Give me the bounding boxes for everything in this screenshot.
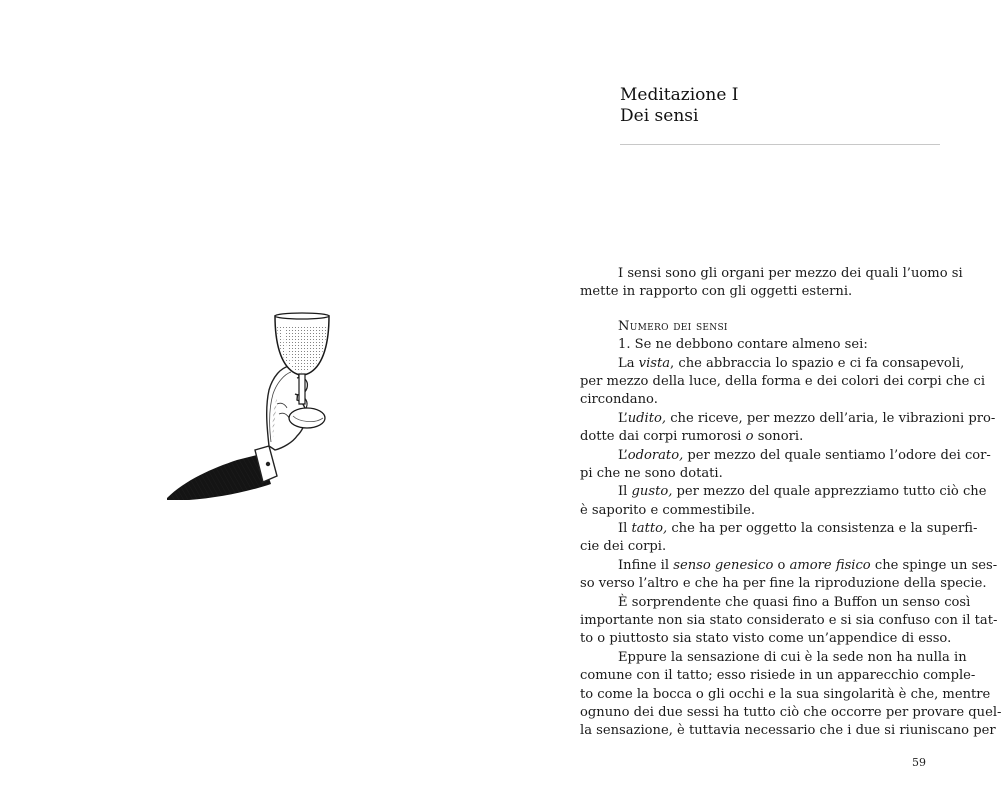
text-run: to come la bocca o gli occhi e la sua singolarità è che, mentre xyxy=(580,686,991,702)
text-run: è saporito e commestibile. xyxy=(580,502,756,518)
text-run: , che abbraccia lo spazio e ci fa consapevoli, xyxy=(670,355,965,371)
text-run: o xyxy=(773,557,790,573)
text-line xyxy=(580,594,971,612)
text-run: pi che ne sono dotati. xyxy=(580,465,723,481)
intro-line: mette in rapporto con gli oggetti esterni. xyxy=(580,284,853,300)
chapter-title-line-2: Dei sensi xyxy=(620,106,699,126)
text-line xyxy=(580,428,938,446)
text-run: per mezzo del quale sentiamo l’odore dei cor- xyxy=(683,447,991,463)
text-run: dotte dai corpi rumorosi xyxy=(580,429,746,445)
text-run: che riceve, per mezzo dell’aria, le vibrazioni pro- xyxy=(666,410,996,426)
italic-term: tatto, xyxy=(631,521,668,537)
section-heading: Numero dei sensi xyxy=(618,318,728,334)
text-run: L’ xyxy=(618,447,628,463)
text-line xyxy=(580,557,998,575)
text-run: Eppure la sensazione di cui è la sede non ha nulla in xyxy=(618,649,967,665)
italic-term: gusto, xyxy=(631,484,673,500)
text-run: È sorprendente che quasi fino a Buffon un senso così xyxy=(618,594,971,610)
text-run: che ha per oggetto la consistenza e la superfi- xyxy=(667,521,978,537)
text-run: La xyxy=(618,355,639,371)
text-run: L’ xyxy=(618,410,628,426)
title-divider xyxy=(620,144,940,145)
text-line xyxy=(580,686,991,704)
left-page xyxy=(0,0,500,808)
paragraph-gap xyxy=(580,302,938,318)
text-run: la sensazione, è tuttavia necessario che i due si riuniscano per xyxy=(580,723,996,739)
text-line xyxy=(580,447,991,465)
section-body xyxy=(580,336,1001,741)
text-line xyxy=(580,722,996,740)
intro-line: I sensi sono gli organi per mezzo dei quali l’uomo si xyxy=(618,266,963,281)
italic-term: odorato, xyxy=(627,447,684,463)
body-text xyxy=(580,265,1001,741)
text-run: sonori. xyxy=(753,429,804,445)
italic-term: udito, xyxy=(627,410,667,426)
page-number: 59 xyxy=(912,756,926,769)
text-run: Il xyxy=(618,521,632,537)
text-line xyxy=(580,355,965,373)
text-run: per mezzo della luce, della forma e dei colori dei corpi che ci xyxy=(580,373,986,389)
text-line xyxy=(580,502,938,520)
text-run: circondano. xyxy=(580,392,658,408)
italic-term: o xyxy=(745,429,754,445)
text-run: so verso l’altro e che ha per fine la riproduzione della specie. xyxy=(580,576,987,592)
chapter-title xyxy=(620,85,739,127)
text-line xyxy=(580,391,938,409)
text-line xyxy=(580,373,986,391)
text-run: Infine il xyxy=(618,557,674,573)
text-run: comune con il tatto; esso risiede in un apparecchio comple- xyxy=(580,668,976,684)
text-line xyxy=(580,336,938,354)
right-page xyxy=(500,0,1000,808)
chapter-title-line-1: Meditazione I xyxy=(620,85,739,105)
text-line xyxy=(580,704,1001,722)
text-run: cie dei corpi. xyxy=(580,539,667,555)
text-line xyxy=(580,483,987,501)
text-line xyxy=(580,465,938,483)
text-line xyxy=(580,575,987,593)
text-run: Il xyxy=(618,484,632,500)
raised-glass-toast-illustration xyxy=(165,308,335,504)
text-line xyxy=(580,612,998,630)
text-run: per mezzo del quale apprezziamo tutto ciò che xyxy=(672,484,987,500)
italic-term: senso genesico xyxy=(673,557,774,573)
italic-term: amore fisico xyxy=(789,557,871,573)
text-run: che spinge un ses- xyxy=(870,557,998,573)
text-run: ognuno dei due sessi ha tutto ciò che occorre per provare quel- xyxy=(580,704,1001,720)
text-line xyxy=(580,649,967,667)
text-line xyxy=(580,520,978,538)
text-line xyxy=(580,630,952,648)
text-line xyxy=(580,538,938,556)
text-run: 1. Se ne debbono contare almeno sei: xyxy=(618,337,868,353)
text-run: to o piuttosto sia stato visto come un’appendice di esso. xyxy=(580,631,952,647)
text-run: importante non sia stato considerato e si sia confuso con il tat- xyxy=(580,613,998,629)
italic-term: vista xyxy=(638,355,671,371)
text-line xyxy=(580,410,996,428)
text-line xyxy=(580,667,976,685)
